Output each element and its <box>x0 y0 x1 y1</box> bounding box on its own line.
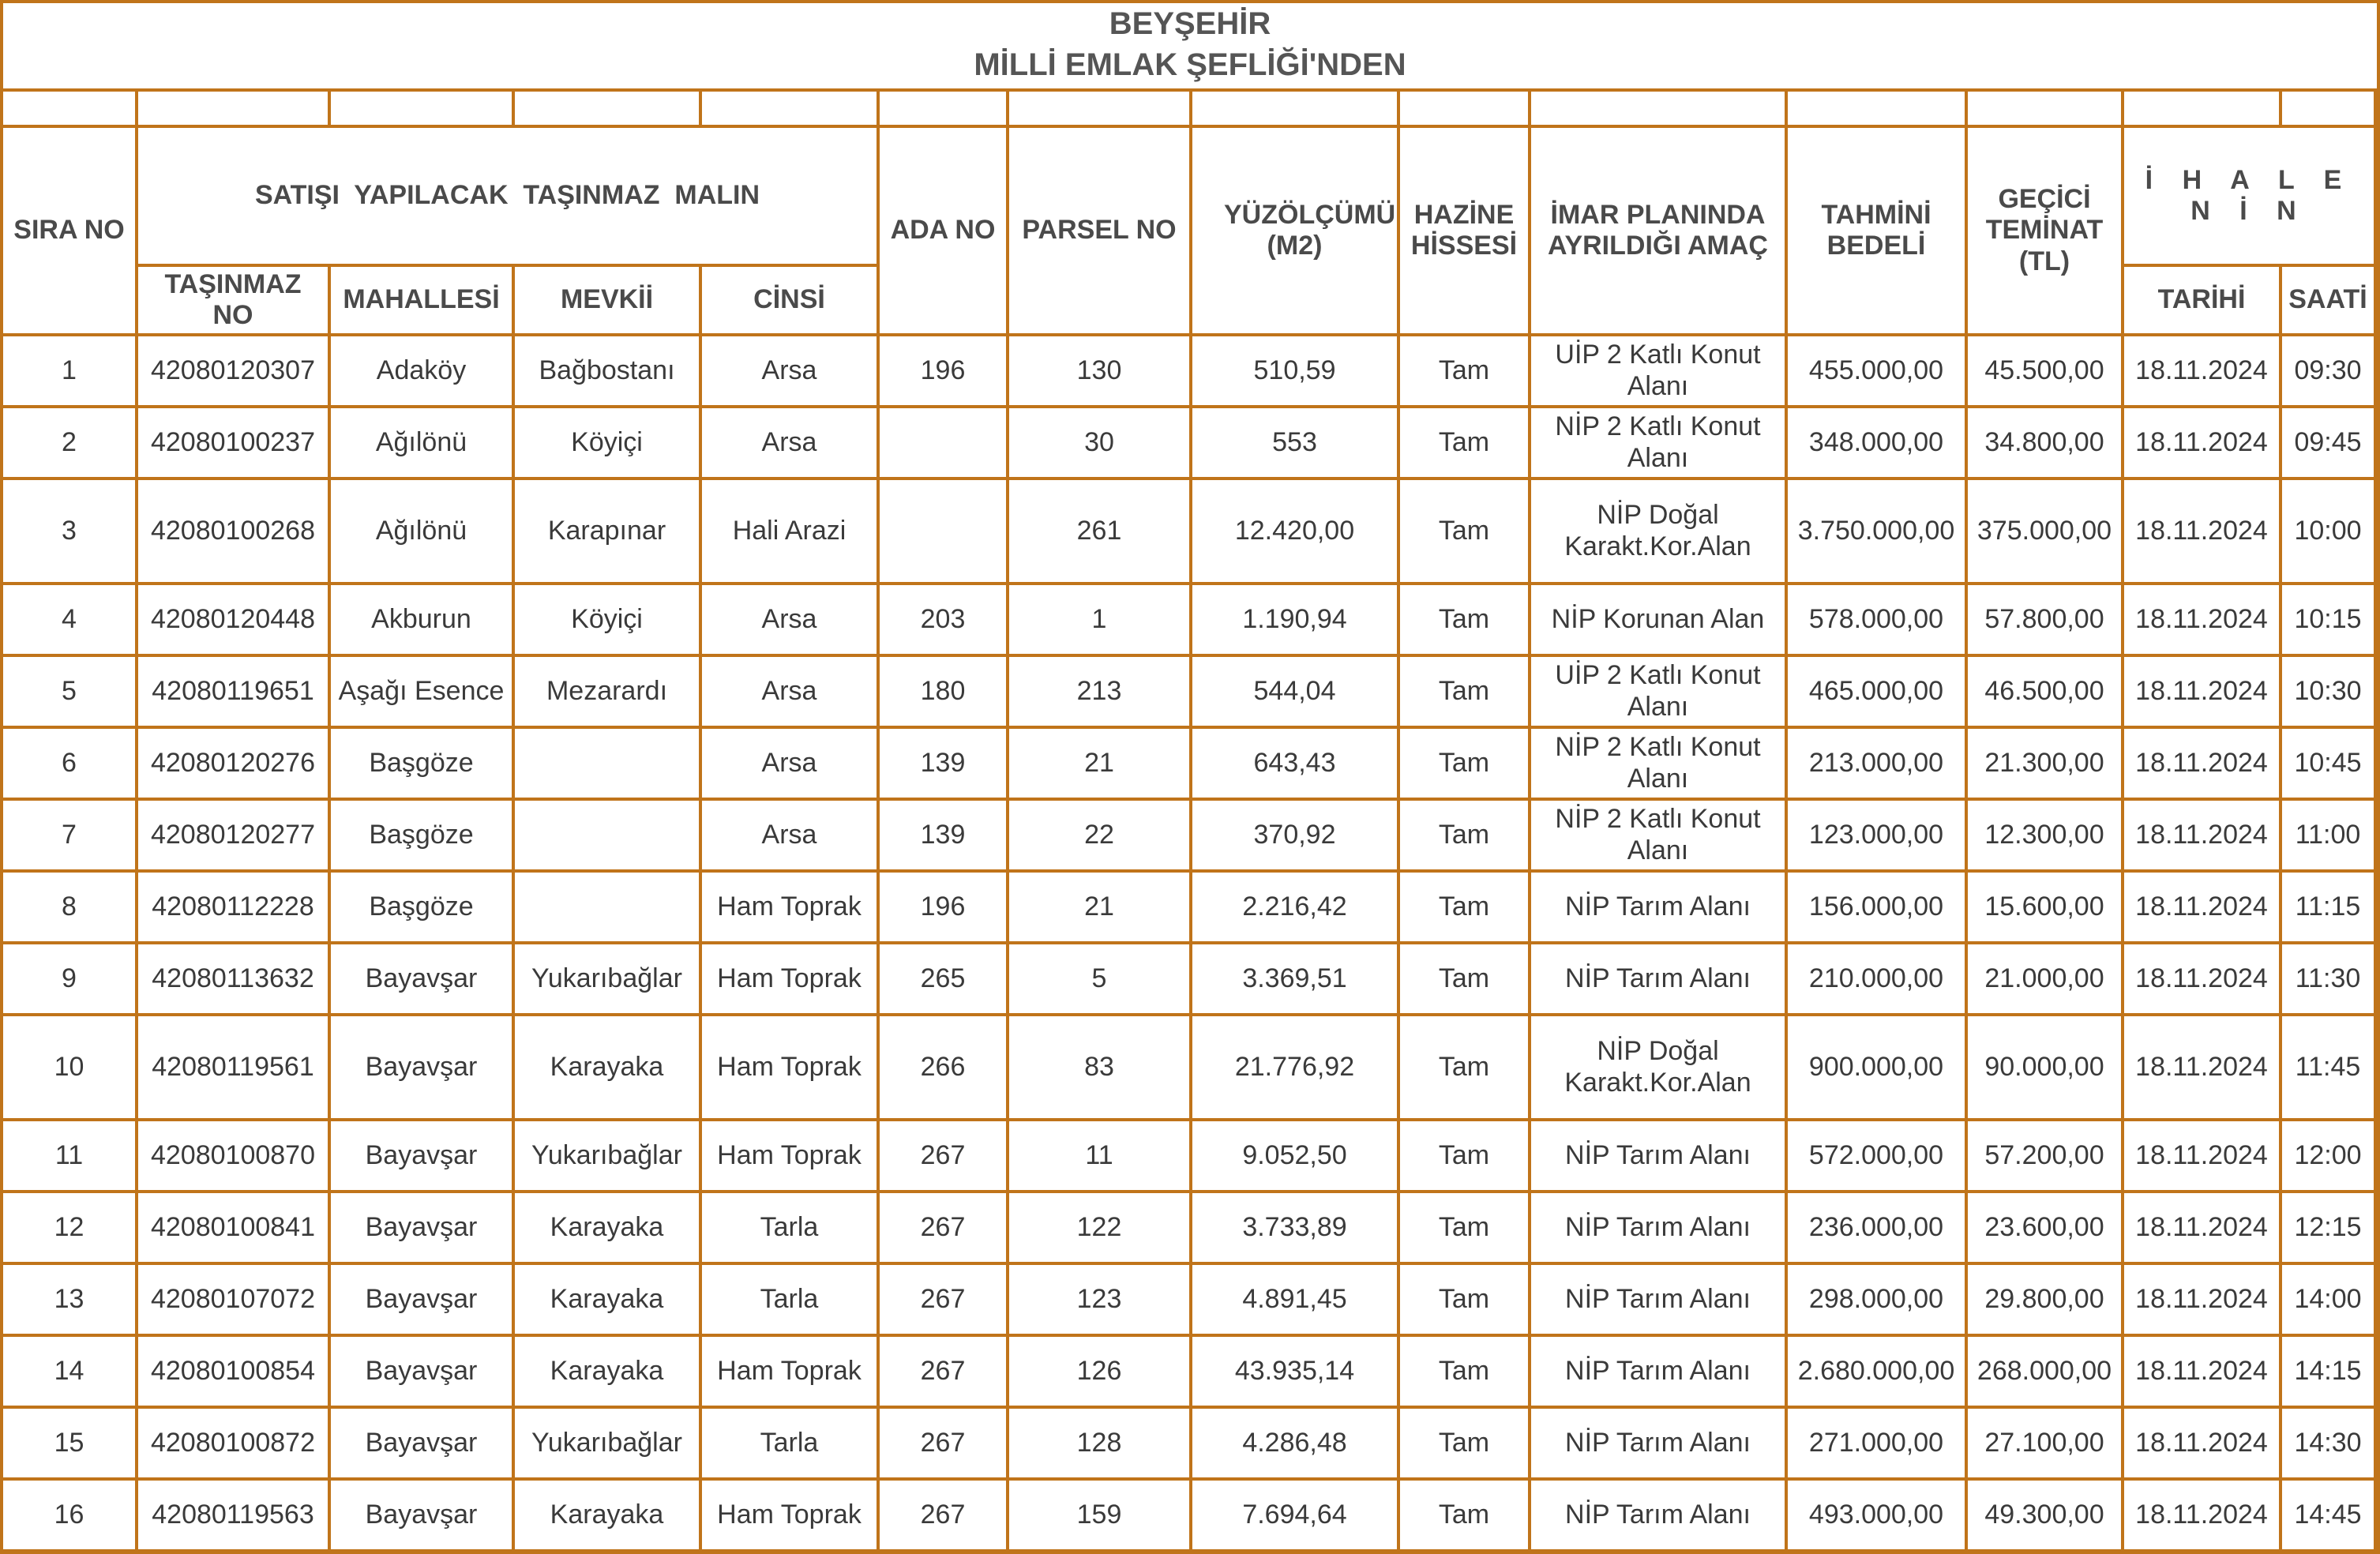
header-group-ihale: İ H A L E N İ N <box>2123 126 2375 265</box>
cell-tahmini-bedeli: 578.000,00 <box>1786 584 1966 655</box>
cell-imar-amac: NİP Tarım Alanı <box>1530 1479 1786 1551</box>
cell-ada-no: 266 <box>878 1015 1008 1120</box>
cell-hazine-hissesi: Tam <box>1398 1263 1530 1335</box>
cell-hazine-hissesi: Tam <box>1398 1120 1530 1192</box>
cell-ihale-saati: 12:15 <box>2281 1192 2375 1263</box>
cell-hazine-hissesi: Tam <box>1398 407 1530 479</box>
cell-ada-no: 180 <box>878 655 1008 727</box>
cell-mevkii: Köyiçi <box>513 407 700 479</box>
cell-cinsi: Ham Toprak <box>700 1335 878 1407</box>
cell-tahmini-bedeli: 348.000,00 <box>1786 407 1966 479</box>
table-row <box>2 479 2375 584</box>
cell-ada-no: 139 <box>878 799 1008 871</box>
cell-parsel-no: 122 <box>1008 1192 1191 1263</box>
cell-gecici-teminat: 45.500,00 <box>1966 335 2123 407</box>
table-row <box>2 727 2375 799</box>
header-gecici-teminat: GEÇİCİ TEMİNAT (TL) <box>1966 126 2123 335</box>
cell-tahmini-bedeli: 271.000,00 <box>1786 1407 1966 1479</box>
cell-mevkii: Karapınar <box>513 479 700 584</box>
cell-mahallesi: Ağılönü <box>329 479 513 584</box>
cell-tahmini-bedeli: 213.000,00 <box>1786 727 1966 799</box>
cell-sira-no: 10 <box>2 1015 137 1120</box>
cell-ada-no: 196 <box>878 871 1008 943</box>
cell-sira-no: 16 <box>2 1479 137 1551</box>
cell-sira-no: 12 <box>2 1192 137 1263</box>
cell-tasinmaz-no: 42080120307 <box>137 335 329 407</box>
header-saati: SAATİ <box>2281 265 2375 335</box>
cell-sira-no: 11 <box>2 1120 137 1192</box>
cell-sira-no: 8 <box>2 871 137 943</box>
header-sira-no: SIRA NO <box>2 126 137 335</box>
cell-tasinmaz-no: 42080120448 <box>137 584 329 655</box>
cell-ihale-saati: 11:45 <box>2281 1015 2375 1120</box>
cell-cinsi: Ham Toprak <box>700 943 878 1015</box>
auction-table <box>0 88 2377 1552</box>
cell-hazine-hissesi: Tam <box>1398 943 1530 1015</box>
cell-ihale-tarihi: 18.11.2024 <box>2123 1263 2281 1335</box>
cell-imar-amac: NİP 2 Katlı Konut Alanı <box>1530 727 1786 799</box>
cell-imar-amac: NİP Tarım Alanı <box>1530 1263 1786 1335</box>
header-parsel-no: PARSEL NO <box>1008 126 1191 335</box>
cell-mevkii: Yukarıbağlar <box>513 1120 700 1192</box>
cell-imar-amac: NİP Tarım Alanı <box>1530 1192 1786 1263</box>
cell-tasinmaz-no: 42080100872 <box>137 1407 329 1479</box>
cell-sira-no: 1 <box>2 335 137 407</box>
cell-hazine-hissesi: Tam <box>1398 871 1530 943</box>
cell-sira-no: 13 <box>2 1263 137 1335</box>
cell-ihale-saati: 14:15 <box>2281 1335 2375 1407</box>
cell-mahallesi: Bayavşar <box>329 1335 513 1407</box>
table-row <box>2 335 2375 407</box>
cell-tahmini-bedeli: 210.000,00 <box>1786 943 1966 1015</box>
cell-ihale-saati: 11:00 <box>2281 799 2375 871</box>
cell-tasinmaz-no: 42080100854 <box>137 1335 329 1407</box>
cell-ada-no: 267 <box>878 1479 1008 1551</box>
cell-ihale-saati: 12:00 <box>2281 1120 2375 1192</box>
cell-yuzolcumu: 643,43 <box>1191 727 1398 799</box>
cell-gecici-teminat: 34.800,00 <box>1966 407 2123 479</box>
cell-ihale-saati: 14:00 <box>2281 1263 2375 1335</box>
cell-yuzolcumu: 43.935,14 <box>1191 1335 1398 1407</box>
cell-mahallesi: Bayavşar <box>329 1120 513 1192</box>
cell-ihale-tarihi: 18.11.2024 <box>2123 1335 2281 1407</box>
cell-parsel-no: 22 <box>1008 799 1191 871</box>
cell-tasinmaz-no: 42080120276 <box>137 727 329 799</box>
cell-parsel-no: 123 <box>1008 1263 1191 1335</box>
cell-tasinmaz-no: 42080119561 <box>137 1015 329 1120</box>
cell-ihale-tarihi: 18.11.2024 <box>2123 1407 2281 1479</box>
cell-tahmini-bedeli: 236.000,00 <box>1786 1192 1966 1263</box>
cell-hazine-hissesi: Tam <box>1398 335 1530 407</box>
cell-parsel-no: 126 <box>1008 1335 1191 1407</box>
table-row <box>2 1192 2375 1263</box>
cell-mevkii: Yukarıbağlar <box>513 1407 700 1479</box>
cell-hazine-hissesi: Tam <box>1398 584 1530 655</box>
cell-ada-no: 267 <box>878 1407 1008 1479</box>
table-row <box>2 871 2375 943</box>
table-row <box>2 655 2375 727</box>
cell-gecici-teminat: 57.200,00 <box>1966 1120 2123 1192</box>
cell-tahmini-bedeli: 572.000,00 <box>1786 1120 1966 1192</box>
cell-parsel-no: 21 <box>1008 871 1191 943</box>
cell-gecici-teminat: 21.000,00 <box>1966 943 2123 1015</box>
cell-cinsi: Ham Toprak <box>700 871 878 943</box>
header-mahallesi: MAHALLESİ <box>329 265 513 335</box>
cell-mevkii: Karayaka <box>513 1015 700 1120</box>
cell-imar-amac: UİP 2 Katlı Konut Alanı <box>1530 655 1786 727</box>
cell-ihale-saati: 10:00 <box>2281 479 2375 584</box>
cell-cinsi: Hali Arazi <box>700 479 878 584</box>
header-ada-no: ADA NO <box>878 126 1008 335</box>
cell-ihale-tarihi: 18.11.2024 <box>2123 407 2281 479</box>
cell-sira-no: 3 <box>2 479 137 584</box>
cell-parsel-no: 261 <box>1008 479 1191 584</box>
cell-tasinmaz-no: 42080119651 <box>137 655 329 727</box>
cell-ihale-saati: 11:15 <box>2281 871 2375 943</box>
cell-mahallesi: Başgöze <box>329 727 513 799</box>
cell-tasinmaz-no: 42080100841 <box>137 1192 329 1263</box>
cell-yuzolcumu: 553 <box>1191 407 1398 479</box>
cell-imar-amac: NİP Korunan Alan <box>1530 584 1786 655</box>
cell-mahallesi: Bayavşar <box>329 1192 513 1263</box>
header-yuzolcumu: YÜZÖLÇÜMÜ (M2) <box>1191 126 1398 335</box>
cell-gecici-teminat: 46.500,00 <box>1966 655 2123 727</box>
cell-ihale-saati: 10:45 <box>2281 727 2375 799</box>
cell-tasinmaz-no: 42080120277 <box>137 799 329 871</box>
table-row <box>2 943 2375 1015</box>
cell-mahallesi: Başgöze <box>329 871 513 943</box>
cell-tasinmaz-no: 42080100870 <box>137 1120 329 1192</box>
cell-sira-no: 4 <box>2 584 137 655</box>
cell-cinsi: Ham Toprak <box>700 1479 878 1551</box>
cell-hazine-hissesi: Tam <box>1398 1335 1530 1407</box>
cell-mevkii <box>513 799 700 871</box>
cell-imar-amac: NİP Tarım Alanı <box>1530 1120 1786 1192</box>
cell-mevkii: Köyiçi <box>513 584 700 655</box>
cell-tasinmaz-no: 42080100268 <box>137 479 329 584</box>
cell-gecici-teminat: 15.600,00 <box>1966 871 2123 943</box>
cell-cinsi: Arsa <box>700 655 878 727</box>
cell-ihale-saati: 14:45 <box>2281 1479 2375 1551</box>
cell-imar-amac: NİP Tarım Alanı <box>1530 1335 1786 1407</box>
cell-yuzolcumu: 7.694,64 <box>1191 1479 1398 1551</box>
cell-mevkii: Yukarıbağlar <box>513 943 700 1015</box>
cell-mahallesi: Bayavşar <box>329 1407 513 1479</box>
cell-mevkii: Karayaka <box>513 1263 700 1335</box>
cell-cinsi: Ham Toprak <box>700 1015 878 1120</box>
cell-tahmini-bedeli: 493.000,00 <box>1786 1479 1966 1551</box>
cell-tahmini-bedeli: 123.000,00 <box>1786 799 1966 871</box>
table-row <box>2 1407 2375 1479</box>
cell-ihale-saati: 09:30 <box>2281 335 2375 407</box>
cell-tahmini-bedeli: 3.750.000,00 <box>1786 479 1966 584</box>
cell-imar-amac: NİP Tarım Alanı <box>1530 943 1786 1015</box>
cell-mahallesi: Aşağı Esence <box>329 655 513 727</box>
header-tasinmaz-no: TAŞINMAZ NO <box>137 265 329 335</box>
cell-sira-no: 14 <box>2 1335 137 1407</box>
table-row <box>2 407 2375 479</box>
title-line-2: MİLLİ EMLAK ŞEFLİĞİ'NDEN <box>974 47 1406 82</box>
cell-yuzolcumu: 9.052,50 <box>1191 1120 1398 1192</box>
cell-mahallesi: Bayavşar <box>329 943 513 1015</box>
cell-gecici-teminat: 12.300,00 <box>1966 799 2123 871</box>
cell-ada-no: 139 <box>878 727 1008 799</box>
table-row <box>2 1263 2375 1335</box>
cell-parsel-no: 21 <box>1008 727 1191 799</box>
cell-gecici-teminat: 375.000,00 <box>1966 479 2123 584</box>
cell-gecici-teminat: 23.600,00 <box>1966 1192 2123 1263</box>
cell-hazine-hissesi: Tam <box>1398 1192 1530 1263</box>
cell-parsel-no: 159 <box>1008 1479 1191 1551</box>
cell-ihale-tarihi: 18.11.2024 <box>2123 479 2281 584</box>
cell-yuzolcumu: 2.216,42 <box>1191 871 1398 943</box>
cell-imar-amac: UİP 2 Katlı Konut Alanı <box>1530 335 1786 407</box>
cell-yuzolcumu: 370,92 <box>1191 799 1398 871</box>
cell-hazine-hissesi: Tam <box>1398 799 1530 871</box>
cell-parsel-no: 30 <box>1008 407 1191 479</box>
cell-ada-no: 196 <box>878 335 1008 407</box>
cell-mahallesi: Ağılönü <box>329 407 513 479</box>
cell-ihale-tarihi: 18.11.2024 <box>2123 1120 2281 1192</box>
cell-ihale-tarihi: 18.11.2024 <box>2123 799 2281 871</box>
cell-mevkii: Bağbostanı <box>513 335 700 407</box>
cell-mahallesi: Bayavşar <box>329 1479 513 1551</box>
cell-imar-amac: NİP 2 Katlı Konut Alanı <box>1530 407 1786 479</box>
cell-imar-amac: NİP 2 Katlı Konut Alanı <box>1530 799 1786 871</box>
cell-ihale-tarihi: 18.11.2024 <box>2123 943 2281 1015</box>
cell-parsel-no: 213 <box>1008 655 1191 727</box>
cell-yuzolcumu: 3.733,89 <box>1191 1192 1398 1263</box>
cell-mahallesi: Başgöze <box>329 799 513 871</box>
table-row <box>2 1120 2375 1192</box>
cell-cinsi: Arsa <box>700 727 878 799</box>
cell-gecici-teminat: 29.800,00 <box>1966 1263 2123 1335</box>
spacer-row <box>2 90 2375 126</box>
cell-sira-no: 9 <box>2 943 137 1015</box>
cell-parsel-no: 11 <box>1008 1120 1191 1192</box>
cell-hazine-hissesi: Tam <box>1398 479 1530 584</box>
cell-cinsi: Tarla <box>700 1407 878 1479</box>
cell-gecici-teminat: 27.100,00 <box>1966 1407 2123 1479</box>
cell-ihale-saati: 09:45 <box>2281 407 2375 479</box>
cell-ihale-tarihi: 18.11.2024 <box>2123 1192 2281 1263</box>
cell-ihale-tarihi: 18.11.2024 <box>2123 727 2281 799</box>
cell-ada-no: 265 <box>878 943 1008 1015</box>
cell-cinsi: Ham Toprak <box>700 1120 878 1192</box>
cell-parsel-no: 83 <box>1008 1015 1191 1120</box>
cell-cinsi: Tarla <box>700 1263 878 1335</box>
table-row <box>2 584 2375 655</box>
cell-ihale-tarihi: 18.11.2024 <box>2123 871 2281 943</box>
title-line-1: BEYŞEHİR <box>1109 6 1271 41</box>
cell-ada-no <box>878 407 1008 479</box>
cell-ada-no: 203 <box>878 584 1008 655</box>
table-body <box>2 335 2375 1551</box>
cell-tasinmaz-no: 42080113632 <box>137 943 329 1015</box>
cell-mahallesi: Bayavşar <box>329 1263 513 1335</box>
header-tahmini-bedeli: TAHMİNİ BEDELİ <box>1786 126 1966 335</box>
cell-sira-no: 15 <box>2 1407 137 1479</box>
cell-gecici-teminat: 268.000,00 <box>1966 1335 2123 1407</box>
cell-ihale-tarihi: 18.11.2024 <box>2123 1015 2281 1120</box>
cell-yuzolcumu: 12.420,00 <box>1191 479 1398 584</box>
cell-imar-amac: NİP Doğal Karakt.Kor.Alan <box>1530 1015 1786 1120</box>
cell-gecici-teminat: 21.300,00 <box>1966 727 2123 799</box>
cell-ihale-saati: 10:30 <box>2281 655 2375 727</box>
cell-sira-no: 7 <box>2 799 137 871</box>
cell-mevkii <box>513 727 700 799</box>
cell-parsel-no: 5 <box>1008 943 1191 1015</box>
cell-tahmini-bedeli: 156.000,00 <box>1786 871 1966 943</box>
cell-mahallesi: Adaköy <box>329 335 513 407</box>
cell-mevkii <box>513 871 700 943</box>
header-row-top <box>2 126 2375 265</box>
table-row <box>2 799 2375 871</box>
document-title <box>3 3 2377 88</box>
cell-ihale-tarihi: 18.11.2024 <box>2123 1479 2281 1551</box>
cell-hazine-hissesi: Tam <box>1398 727 1530 799</box>
cell-yuzolcumu: 21.776,92 <box>1191 1015 1398 1120</box>
header-tarihi: TARİHİ <box>2123 265 2281 335</box>
cell-ada-no <box>878 479 1008 584</box>
cell-cinsi: Arsa <box>700 407 878 479</box>
header-hazine-hissesi: HAZİNE HİSSESİ <box>1398 126 1530 335</box>
cell-gecici-teminat: 90.000,00 <box>1966 1015 2123 1120</box>
cell-tahmini-bedeli: 2.680.000,00 <box>1786 1335 1966 1407</box>
cell-parsel-no: 130 <box>1008 335 1191 407</box>
cell-yuzolcumu: 3.369,51 <box>1191 943 1398 1015</box>
table-row <box>2 1479 2375 1551</box>
cell-ada-no: 267 <box>878 1335 1008 1407</box>
header-mevkii: MEVKİİ <box>513 265 700 335</box>
cell-gecici-teminat: 57.800,00 <box>1966 584 2123 655</box>
cell-mahallesi: Akburun <box>329 584 513 655</box>
cell-yuzolcumu: 1.190,94 <box>1191 584 1398 655</box>
cell-hazine-hissesi: Tam <box>1398 1015 1530 1120</box>
cell-hazine-hissesi: Tam <box>1398 1479 1530 1551</box>
header-imar-amac: İMAR PLANINDA AYRILDIĞI AMAÇ <box>1530 126 1786 335</box>
cell-imar-amac: NİP Tarım Alanı <box>1530 871 1786 943</box>
cell-ihale-tarihi: 18.11.2024 <box>2123 584 2281 655</box>
table-row <box>2 1015 2375 1120</box>
cell-tasinmaz-no: 42080119563 <box>137 1479 329 1551</box>
cell-cinsi: Arsa <box>700 335 878 407</box>
cell-imar-amac: NİP Tarım Alanı <box>1530 1407 1786 1479</box>
cell-ihale-saati: 11:30 <box>2281 943 2375 1015</box>
cell-hazine-hissesi: Tam <box>1398 1407 1530 1479</box>
cell-ihale-saati: 14:30 <box>2281 1407 2375 1479</box>
cell-mevkii: Karayaka <box>513 1479 700 1551</box>
cell-ihale-tarihi: 18.11.2024 <box>2123 655 2281 727</box>
cell-tahmini-bedeli: 465.000,00 <box>1786 655 1966 727</box>
cell-tahmini-bedeli: 900.000,00 <box>1786 1015 1966 1120</box>
cell-tahmini-bedeli: 455.000,00 <box>1786 335 1966 407</box>
cell-cinsi: Arsa <box>700 584 878 655</box>
cell-yuzolcumu: 544,04 <box>1191 655 1398 727</box>
cell-gecici-teminat: 49.300,00 <box>1966 1479 2123 1551</box>
cell-ada-no: 267 <box>878 1263 1008 1335</box>
cell-imar-amac: NİP Doğal Karakt.Kor.Alan <box>1530 479 1786 584</box>
header-group-malin: SATIŞI YAPILACAK TAŞINMAZ MALIN <box>137 126 878 265</box>
cell-parsel-no: 128 <box>1008 1407 1191 1479</box>
cell-sira-no: 6 <box>2 727 137 799</box>
cell-ihale-tarihi: 18.11.2024 <box>2123 335 2281 407</box>
cell-hazine-hissesi: Tam <box>1398 655 1530 727</box>
cell-ihale-saati: 10:15 <box>2281 584 2375 655</box>
cell-ada-no: 267 <box>878 1192 1008 1263</box>
cell-tasinmaz-no: 42080107072 <box>137 1263 329 1335</box>
table-row <box>2 1335 2375 1407</box>
cell-mevkii: Karayaka <box>513 1192 700 1263</box>
cell-yuzolcumu: 4.891,45 <box>1191 1263 1398 1335</box>
cell-mevkii: Mezarardı <box>513 655 700 727</box>
cell-tasinmaz-no: 42080100237 <box>137 407 329 479</box>
cell-parsel-no: 1 <box>1008 584 1191 655</box>
header-cinsi: CİNSİ <box>700 265 878 335</box>
cell-yuzolcumu: 510,59 <box>1191 335 1398 407</box>
cell-sira-no: 2 <box>2 407 137 479</box>
cell-tasinmaz-no: 42080112228 <box>137 871 329 943</box>
cell-mahallesi: Bayavşar <box>329 1015 513 1120</box>
cell-mevkii: Karayaka <box>513 1335 700 1407</box>
cell-ada-no: 267 <box>878 1120 1008 1192</box>
cell-cinsi: Arsa <box>700 799 878 871</box>
cell-tahmini-bedeli: 298.000,00 <box>1786 1263 1966 1335</box>
cell-sira-no: 5 <box>2 655 137 727</box>
cell-cinsi: Tarla <box>700 1192 878 1263</box>
cell-yuzolcumu: 4.286,48 <box>1191 1407 1398 1479</box>
